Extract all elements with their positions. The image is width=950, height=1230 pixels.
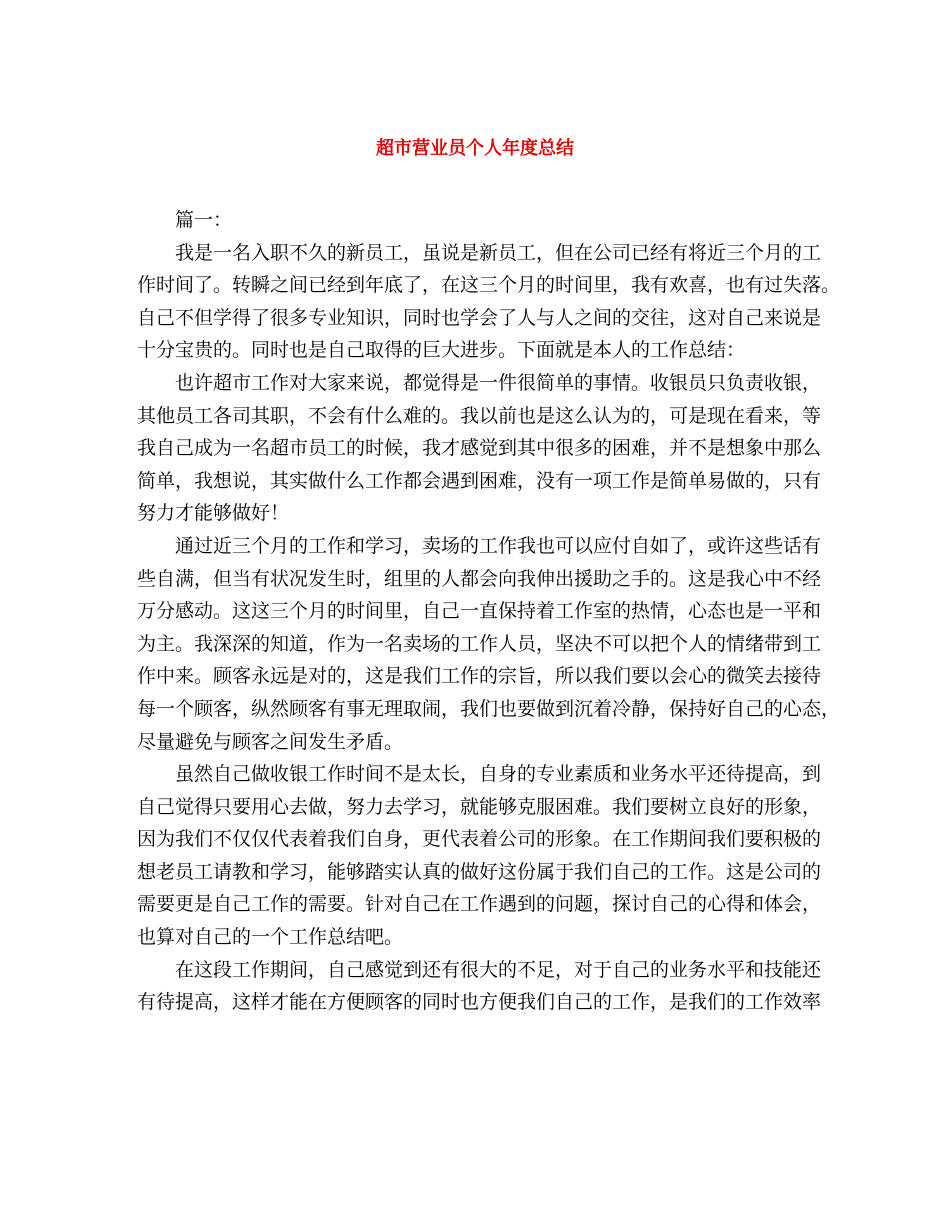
text-line: 因为我们不仅仅代表着我们自身，更代表着公司的形象。在工作期间我们要积极的 bbox=[137, 828, 822, 851]
text-line: 也许超市工作对大家来说，都觉得是一件很简单的事情。收银员只负责收银， bbox=[175, 371, 822, 394]
document-body bbox=[137, 204, 841, 1019]
text-line: 在这段工作期间，自己感觉到还有很大的不足，对于自己的业务水平和技能还 bbox=[175, 958, 822, 981]
text-line: 我自己成为一名超市员工的时候，我才感觉到其中很多的困难，并不是想象中那么 bbox=[137, 437, 822, 460]
text-line: 需要更是自己工作的需要。针对自己在工作遇到的问题，探讨自己的心得和体会， bbox=[137, 893, 822, 916]
text-line: 我是一名入职不久的新员工，虽说是新员工，但在公司已经有将近三个月的工 bbox=[175, 241, 822, 264]
paragraph bbox=[137, 204, 817, 237]
paragraph bbox=[137, 367, 822, 530]
text-line: 通过近三个月的工作和学习，卖场的工作我也可以应付自如了，或许这些话有 bbox=[175, 534, 822, 557]
text-line: 自己不但学得了很多专业知识，同时也学会了人与人之间的交往，这对自己来说是 bbox=[137, 306, 822, 329]
text-line: 十分宝贵的。同时也是自己取得的巨大进步。下面就是本人的工作总结： bbox=[137, 339, 746, 362]
paragraph bbox=[137, 758, 822, 954]
text-line: 也算对自己的一个工作总结吧。 bbox=[137, 926, 404, 949]
text-line: 作时间了。转瞬之间已经到年底了，在这三个月的时间里，我有欢喜，也有过失落。 bbox=[137, 274, 841, 297]
text-line: 篇一： bbox=[175, 209, 233, 231]
paragraph bbox=[137, 530, 841, 758]
text-line: 其他员工各司其职，不会有什么难的。我以前也是这么认为的，可是现在看来，等 bbox=[137, 404, 822, 427]
text-line: 为主。我深深的知道，作为一名卖场的工作人员，坚决不可以把个人的情绪带到工 bbox=[137, 632, 822, 655]
paragraph bbox=[137, 237, 841, 367]
paragraph bbox=[137, 954, 822, 1019]
text-line: 简单，我想说，其实做什么工作都会遇到困难，没有一项工作是简单易做的，只有 bbox=[137, 469, 822, 492]
text-line: 自己觉得只要用心去做，努力去学习，就能够克服困难。我们要树立良好的形象， bbox=[137, 795, 822, 818]
text-line: 万分感动。这这三个月的时间里，自己一直保持着工作室的热情，心态也是一平和 bbox=[137, 600, 822, 623]
text-line: 作中来。顾客永远是对的，这是我们工作的宗旨，所以我们要以会心的微笑去接待 bbox=[137, 665, 822, 688]
text-line: 些自满，但当有状况发生时，组里的人都会向我伸出援助之手的。这是我心中不经 bbox=[137, 567, 822, 590]
text-line: 尽量避免与顾客之间发生矛盾。 bbox=[137, 730, 404, 753]
text-line: 每一个顾客，纵然顾客有事无理取闹，我们也要做到沉着冷静，保持好自己的心态， bbox=[137, 697, 841, 720]
text-line: 虽然自己做收银工作时间不是太长，自身的专业素质和业务水平还待提高，到 bbox=[175, 763, 822, 786]
document-title: 超市营业员个人年度总结 bbox=[376, 138, 574, 159]
text-line: 想老员工请教和学习，能够踏实认真的做好这份属于我们自己的工作。这是公司的 bbox=[137, 860, 822, 883]
text-line: 努力才能够做好！ bbox=[137, 502, 290, 525]
text-line: 有待提高，这样才能在方便顾客的同时也方便我们自己的工作，是我们的工作效率 bbox=[137, 991, 822, 1014]
